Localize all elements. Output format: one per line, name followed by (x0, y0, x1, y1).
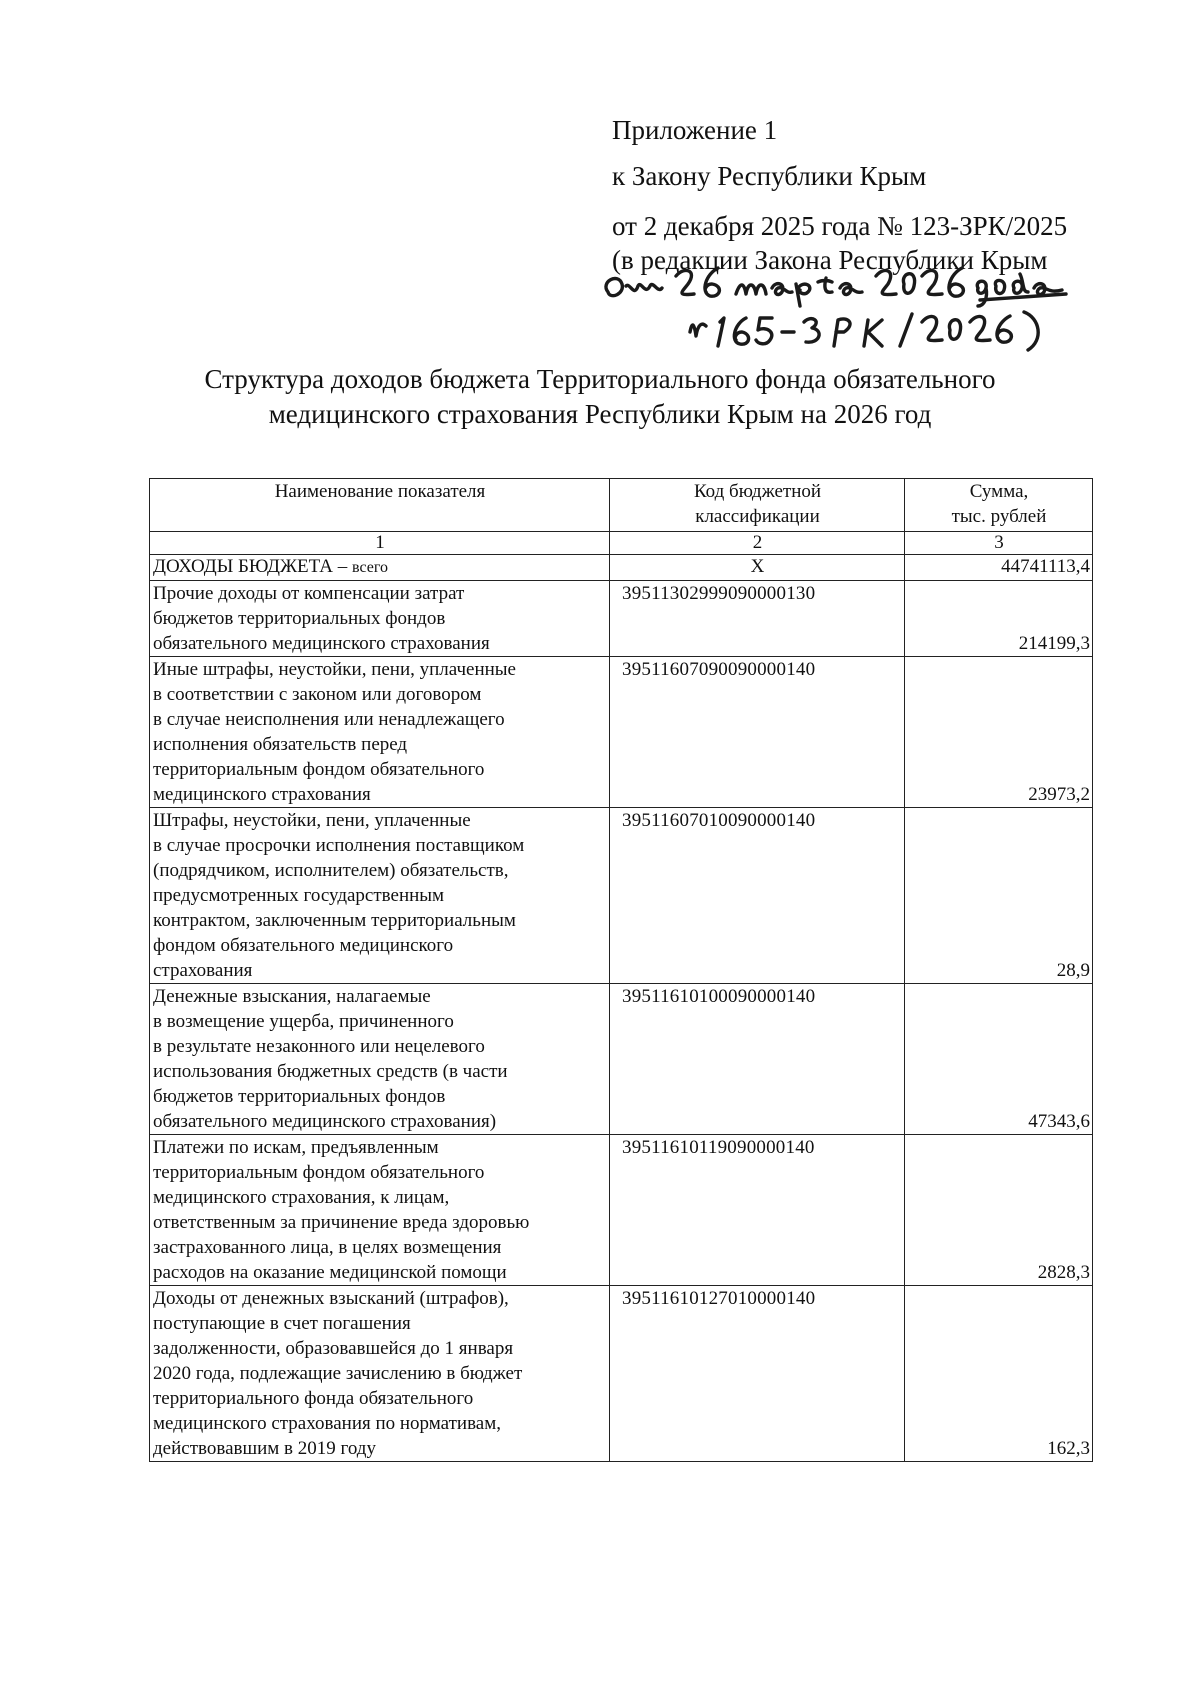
row-indicator-name-line: медицинского страхования, к лицам, (153, 1187, 450, 1208)
row-indicator-name-line: Доходы от денежных взысканий (штрафов), (153, 1288, 509, 1309)
row-indicator-name-line: ответственным за причинение вреда здоровью (153, 1212, 530, 1233)
table-column-index-row (150, 532, 1093, 555)
row-indicator-name (150, 581, 610, 657)
document-title-line-1: Структура доходов бюджета Территориального фонда обязательного (204, 364, 996, 394)
row-indicator-name-line: в случае просрочки исполнения поставщиком (153, 835, 525, 856)
row-indicator-name-line: медицинского страхования по нормативам, (153, 1413, 502, 1434)
row-indicator-name-line: 2020 года, подлежащие зачислению в бюджет (153, 1363, 523, 1384)
row-indicator-name (150, 808, 610, 984)
row-budget-code: 39511610100090000140 (610, 984, 905, 1135)
column-index-1: 1 (150, 532, 610, 555)
row-indicator-name-line: обязательного медицинского страхования) (153, 1111, 497, 1132)
row-indicator-name-line: в соответствии с законом или договором (153, 684, 482, 705)
row-indicator-name-line: медицинского страхования (153, 784, 371, 805)
appendix-law-reference: к Закону Республики Крым (612, 161, 927, 191)
row-indicator-name (150, 1286, 610, 1462)
total-code: Х (610, 555, 905, 581)
row-indicator-name-line: Штрафы, неустойки, пени, уплаченные (153, 810, 471, 831)
row-amount: 162,3 (905, 1286, 1093, 1462)
row-indicator-name-line: расходов на оказание медицинской помощи (153, 1262, 507, 1283)
row-budget-code: 39511607010090000140 (610, 808, 905, 984)
row-indicator-name-line: территориальным фондом обязательного (153, 1162, 485, 1183)
row-indicator-name-line: исполнения обязательств перед (153, 734, 408, 755)
row-amount: 2828,3 (905, 1135, 1093, 1286)
row-indicator-name-line: страхования (153, 960, 253, 981)
table-row (150, 657, 1093, 808)
row-indicator-name-line: территориального фонда обязательного (153, 1388, 474, 1409)
appendix-number: Приложение 1 (612, 115, 778, 145)
table-row (150, 1135, 1093, 1286)
table-total-row (150, 555, 1093, 581)
table-row (150, 984, 1093, 1135)
total-label: ДОХОДЫ БЮДЖЕТА – всего (150, 555, 610, 581)
column-index-2: 2 (610, 532, 905, 555)
row-indicator-name-line: (подрядчиком, исполнителем) обязательств, (153, 860, 509, 881)
row-indicator-name-line: бюджетов территориальных фондов (153, 1086, 446, 1107)
column-index-3: 3 (905, 532, 1093, 555)
table-rows (150, 581, 1093, 1462)
table-row (150, 808, 1093, 984)
row-indicator-name-line: территориальным фондом обязательного (153, 759, 485, 780)
row-indicator-name-line: задолженности, образовавшейся до 1 января (153, 1338, 514, 1359)
document-title (60, 362, 1140, 432)
row-indicator-name-line: застрахованного лица, в целях возмещения (153, 1237, 502, 1258)
table-row (150, 581, 1093, 657)
row-indicator-name-line: использования бюджетных средств (в части (153, 1061, 508, 1082)
row-indicator-name-line: Иные штрафы, неустойки, пени, уплаченные (153, 659, 516, 680)
row-indicator-name-line: действовавшим в 2019 году (153, 1438, 376, 1459)
header-indicator-name: Наименование показателя (150, 479, 610, 532)
row-amount: 28,9 (905, 808, 1093, 984)
row-indicator-name-line: Денежные взыскания, налагаемые (153, 986, 431, 1007)
row-indicator-name-line: фондом обязательного медицинского (153, 935, 454, 956)
row-indicator-name-line: в возмещение ущерба, причиненного (153, 1011, 454, 1032)
row-indicator-name-line: обязательного медицинского страхования (153, 633, 490, 654)
row-indicator-name (150, 1135, 610, 1286)
row-indicator-name-line: Платежи по искам, предъявленным (153, 1137, 439, 1158)
row-budget-code: 39511302999090000130 (610, 581, 905, 657)
row-indicator-name-line: поступающие в счет погашения (153, 1313, 411, 1334)
row-budget-code: 39511610119090000140 (610, 1135, 905, 1286)
row-amount: 23973,2 (905, 657, 1093, 808)
appendix-law-date: от 2 декабря 2025 года № 123-ЗРК/2025 (612, 211, 1068, 241)
handwritten-revision-signature (600, 262, 1070, 362)
row-indicator-name-line: в случае неисполнения или ненадлежащего (153, 709, 505, 730)
row-indicator-name-line: в результате незаконного или нецелевого (153, 1036, 485, 1057)
budget-income-table (149, 478, 1093, 1462)
row-indicator-name-line: контрактом, заключенным территориальным (153, 910, 516, 931)
appendix-revision-note: (в редакции Закона Республики Крым (612, 245, 1048, 275)
row-indicator-name-line: предусмотренных государственным (153, 885, 445, 906)
table-row (150, 1286, 1093, 1462)
row-indicator-name-line: Прочие доходы от компенсации затрат (153, 583, 465, 604)
table-header-row (150, 479, 1093, 532)
row-amount: 47343,6 (905, 984, 1093, 1135)
document-title-line-2: медицинского страхования Республики Крым на 2026 год (268, 399, 932, 429)
header-amount: Сумма, тыс. рублей (905, 479, 1093, 532)
handwritten-annotation-image (600, 262, 1070, 362)
total-sum: 44741113,4 (905, 555, 1093, 581)
row-indicator-name (150, 984, 610, 1135)
row-budget-code: 39511610127010000140 (610, 1286, 905, 1462)
row-amount: 214199,3 (905, 581, 1093, 657)
row-indicator-name-line: бюджетов территориальных фондов (153, 608, 446, 629)
row-budget-code: 39511607090090000140 (610, 657, 905, 808)
row-indicator-name (150, 657, 610, 808)
header-budget-code: Код бюджетной классификации (610, 479, 905, 532)
